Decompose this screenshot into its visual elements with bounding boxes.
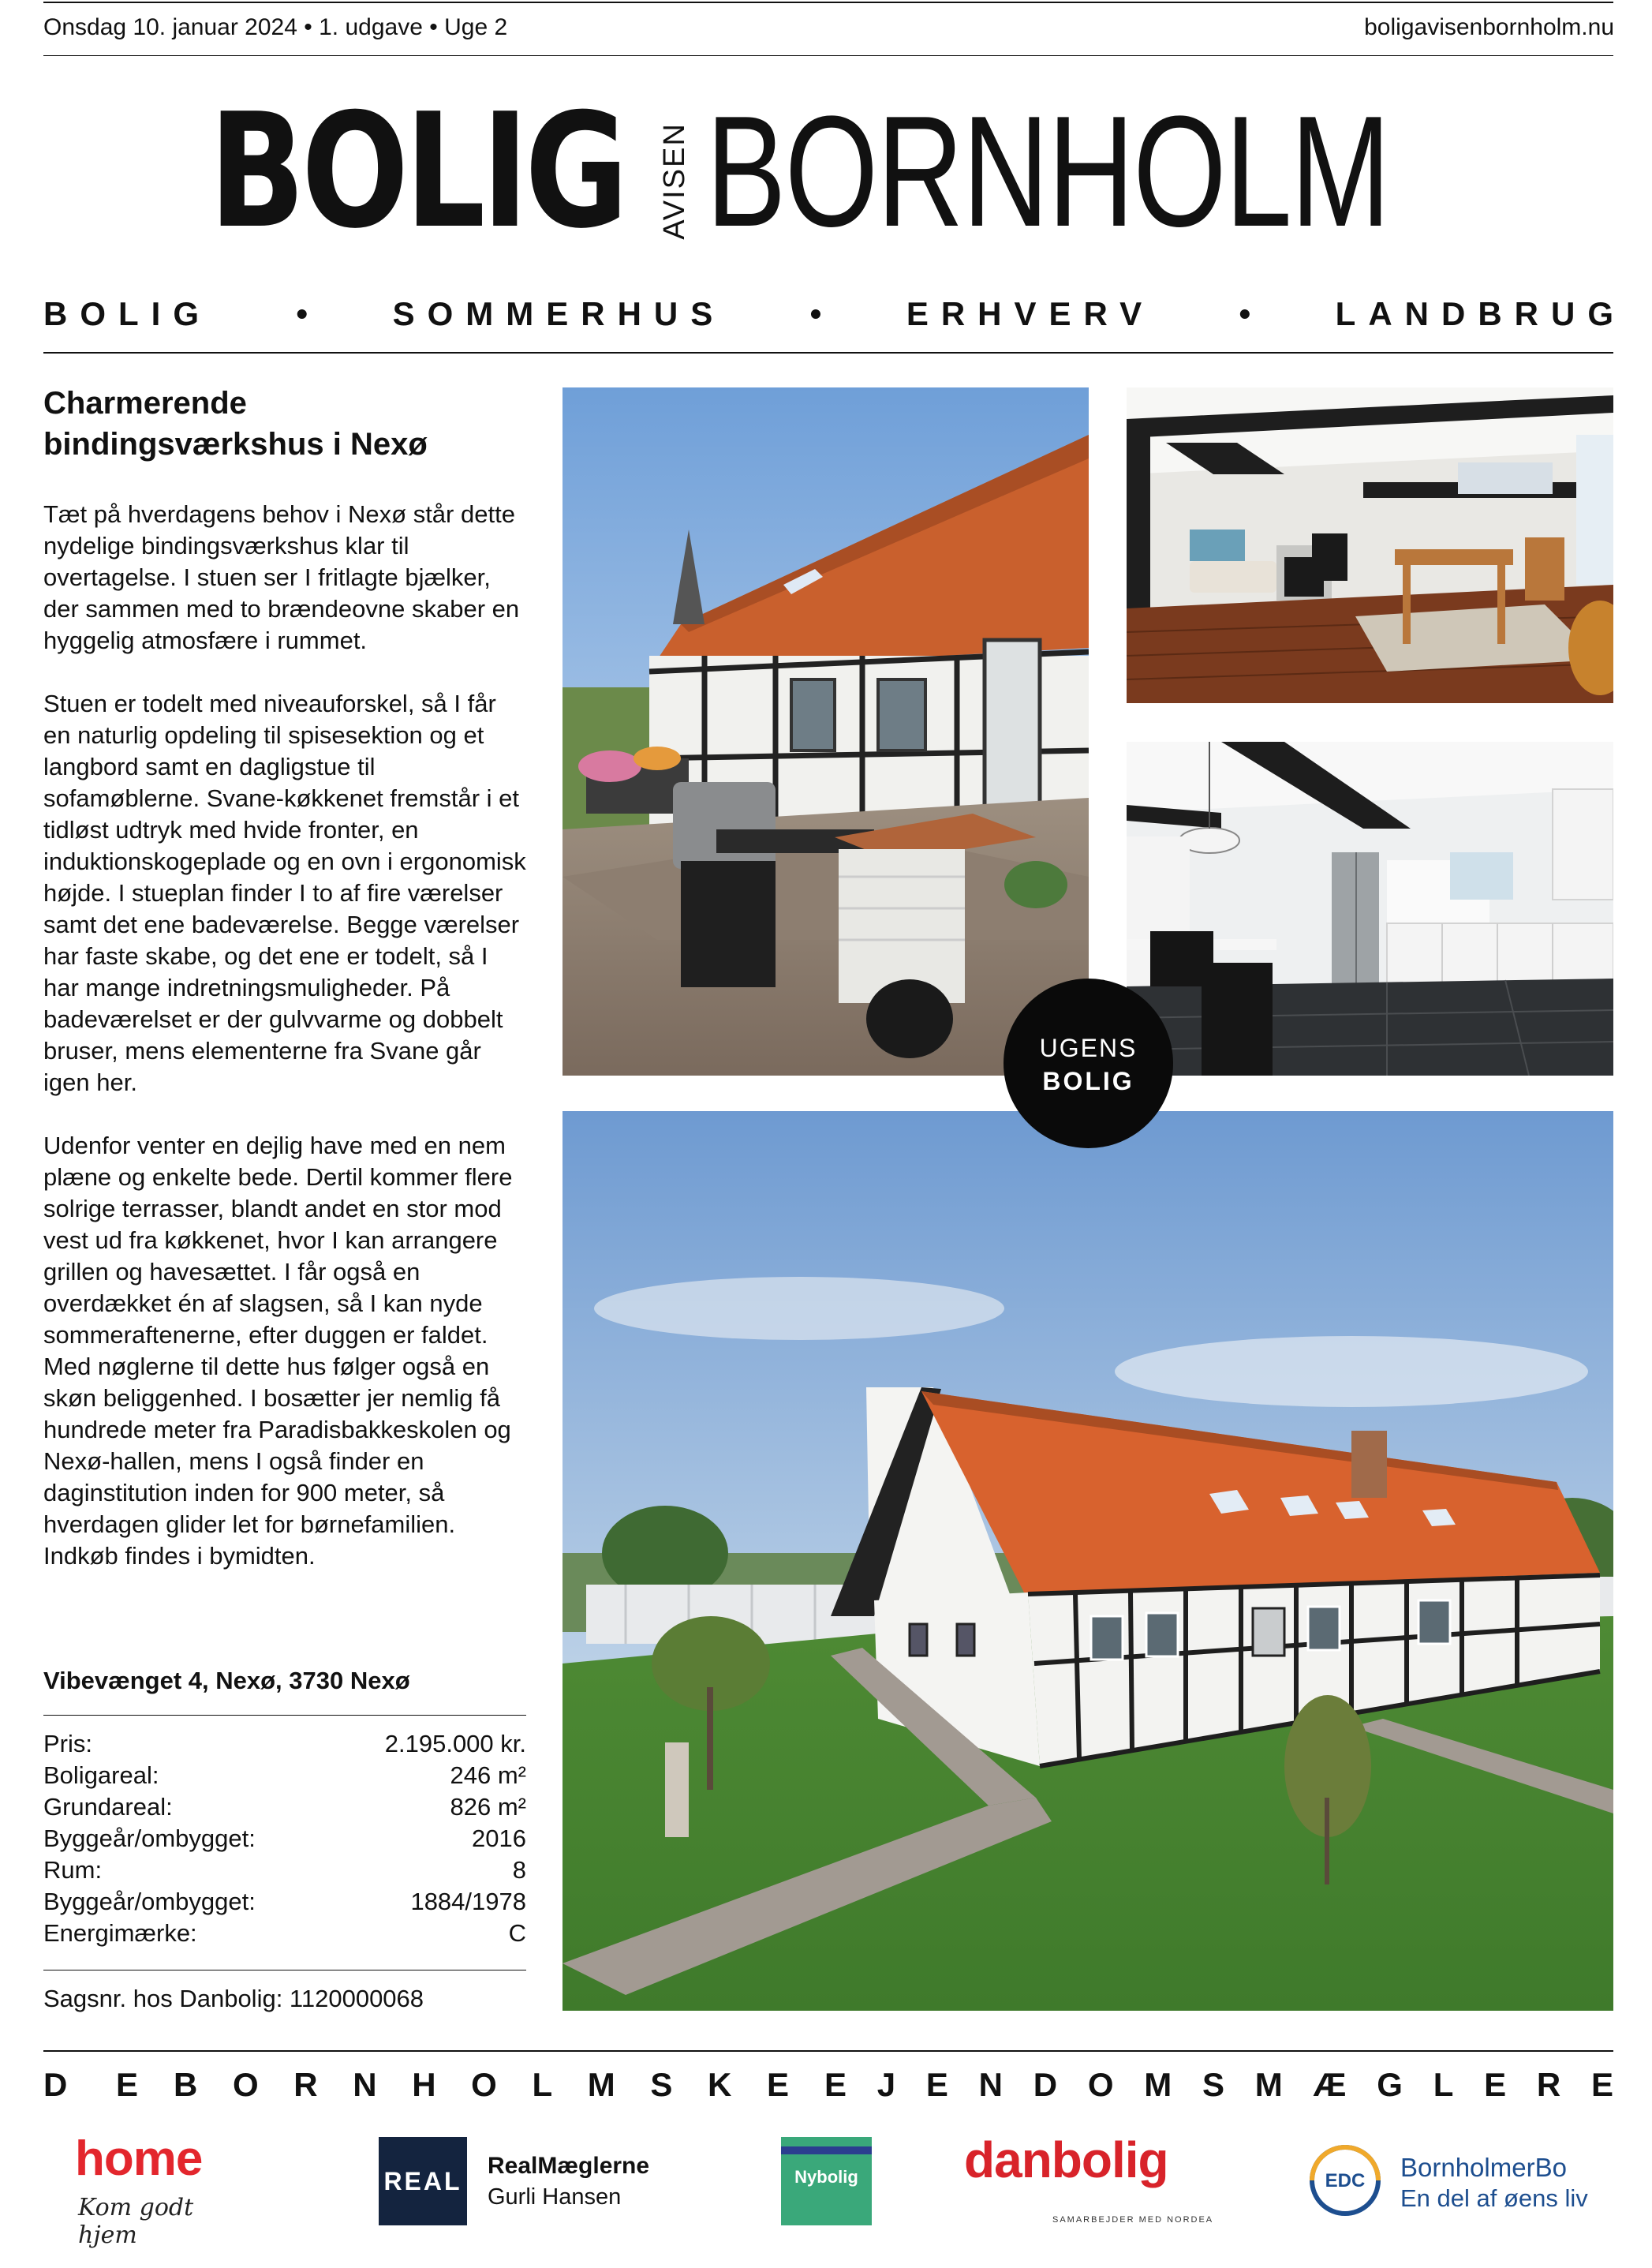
masthead-bornholm: BORNHOLM — [706, 84, 1390, 260]
top-rule — [43, 2, 1613, 3]
category-bolig[interactable]: BOLIG — [43, 295, 211, 332]
photo-exterior[interactable] — [563, 1111, 1613, 2011]
logo-nybolig[interactable] — [781, 2131, 872, 2233]
edc-tagline: En del af øens liv — [1400, 2184, 1588, 2212]
article-paragraph: Stuen er todelt med niveauforskel, så I får en naturlig opdeling til spisesektion og et langbord samt en dagligstue til sofamøblerne. Svane-køkkenet fremstår i et tidløst udtryk med hvide fronter, en induktionskogeplade og en ovn i ergonomisk højde. I stueplan finder I to af fire værelser samt det ene badeværelse. Begge værelser har faste skabe, og det ene er todelt, så I har mange indretningsmuligheder. På badeværelset er der gulvvarme og dobbelt bruser, mens elementerne fra Svane går igen her. — [43, 690, 526, 1096]
danbolig-tagline: SAMARBEJDER MED NORDEA — [1052, 2215, 1214, 2225]
fact-row: Rum: 8 — [43, 1856, 526, 1884]
issue-week: Uge 2 — [444, 14, 508, 40]
photo-kitchen[interactable] — [1127, 742, 1613, 1076]
footer-word: B O R N H O L M S K E — [174, 2066, 789, 2103]
fact-row: Grundareal: 826 m² — [43, 1793, 526, 1821]
edc-mark: EDC — [1310, 2145, 1381, 2216]
logo-realmaeglerne[interactable] — [377, 2131, 677, 2233]
issue-date: Onsdag 10. januar 2024 — [43, 14, 297, 40]
article-paragraph: Tæt på hverdagens behov i Nexø står dette nydelige bindingsværkshus klar til overtagelse. I stuen ser I fritlagte bjælker, der sammen med to brændeovne skaber en hyggelig atmosfære i rummet. — [43, 500, 520, 654]
fact-row: Byggeår/ombygget: 2016 — [43, 1825, 526, 1852]
edc-name: BornholmerBo — [1400, 2153, 1567, 2182]
article-body — [43, 499, 529, 1604]
logo-danbolig[interactable] — [964, 2131, 1232, 2233]
fact-row: Boligareal: 246 m² — [43, 1761, 526, 1789]
separator: • — [304, 14, 312, 40]
property-address: Vibevænget 4, Nexø, 3730 Nexø — [43, 1667, 410, 1694]
category-separator: • — [809, 295, 822, 332]
category-sommerhus[interactable]: SOMMERHUS — [392, 295, 726, 332]
logo-home[interactable] — [75, 2131, 225, 2249]
category-erhverv[interactable]: ERHVERV — [906, 295, 1155, 332]
real-mark: REAL — [379, 2137, 467, 2225]
nybolig-mark: Nybolig — [781, 2137, 872, 2225]
issue-edition: 1. udgave — [319, 14, 423, 40]
fact-row: Pris: 2.195.000 kr. — [43, 1730, 526, 1757]
home-wordmark: home — [75, 2131, 203, 2186]
article-headline: Charmerende bindingsværkshus i Nexø — [43, 386, 428, 462]
category-separator: • — [1239, 295, 1251, 332]
category-rule — [43, 352, 1613, 354]
footer-word: E J E N D O M S M Æ G L E R E — [824, 2066, 1613, 2103]
fact-row: Byggeår/ombygget: 1884/1978 — [43, 1888, 526, 1915]
issue-info — [43, 14, 507, 41]
masthead-bolig: BOLIG — [209, 80, 625, 264]
address-rule — [43, 1715, 526, 1716]
real-sub: Gurli Hansen — [488, 2184, 622, 2210]
property-facts — [43, 1728, 526, 1949]
category-separator: • — [296, 295, 308, 332]
separator: • — [429, 14, 438, 40]
footer-word: D E — [43, 2066, 138, 2103]
photo-terrace[interactable] — [563, 387, 1089, 1076]
footer-title — [43, 2066, 1613, 2104]
category-bar — [43, 295, 1626, 335]
case-number: Sagsnr. hos Danbolig: 1120000068 — [43, 1985, 424, 2012]
header-rule — [43, 55, 1613, 56]
website-link[interactable]: boligavisenbornholm.nu — [1364, 14, 1614, 40]
footer-rule — [43, 2050, 1613, 2052]
weekly-home-badge: UGENS BOLIG — [1004, 979, 1173, 1148]
danbolig-wordmark: danbolig — [964, 2131, 1168, 2188]
masthead-avisen: AVISEN — [658, 122, 691, 240]
real-name: RealMæglerne — [488, 2153, 650, 2179]
article-paragraph: Udenfor venter en dejlig have med en nem plæne og enkelte bede. Dertil kommer flere solrige terrasser, blandt andet en stor mod vest ud fra køkkenet, hvor I kan arrangere grillen og havesættet. I får også en overdækket én af slagsen, så I kan nyde sommeraftenerne, efter duggen er faldet. Med nøglerne til dette hus følger også en skøn beliggenhed. I bosætter jer nemlig få hundrede meter fra Paradisbakkeskolen og Nexø-hallen, mens I også finder en daginstitution inden for 900 meter, så hverdagen glider let for børnefamilien. Indkøb findes i bymidten. — [43, 1132, 513, 1570]
home-tagline: Kom godt hjem — [78, 2194, 194, 2249]
category-landbrug[interactable]: LANDBRUG — [1335, 295, 1626, 332]
logo-edc-bornholmerbo[interactable] — [1310, 2131, 1613, 2233]
photo-living-room[interactable] — [1127, 387, 1613, 703]
fact-row: Energimærke: C — [43, 1919, 526, 1947]
